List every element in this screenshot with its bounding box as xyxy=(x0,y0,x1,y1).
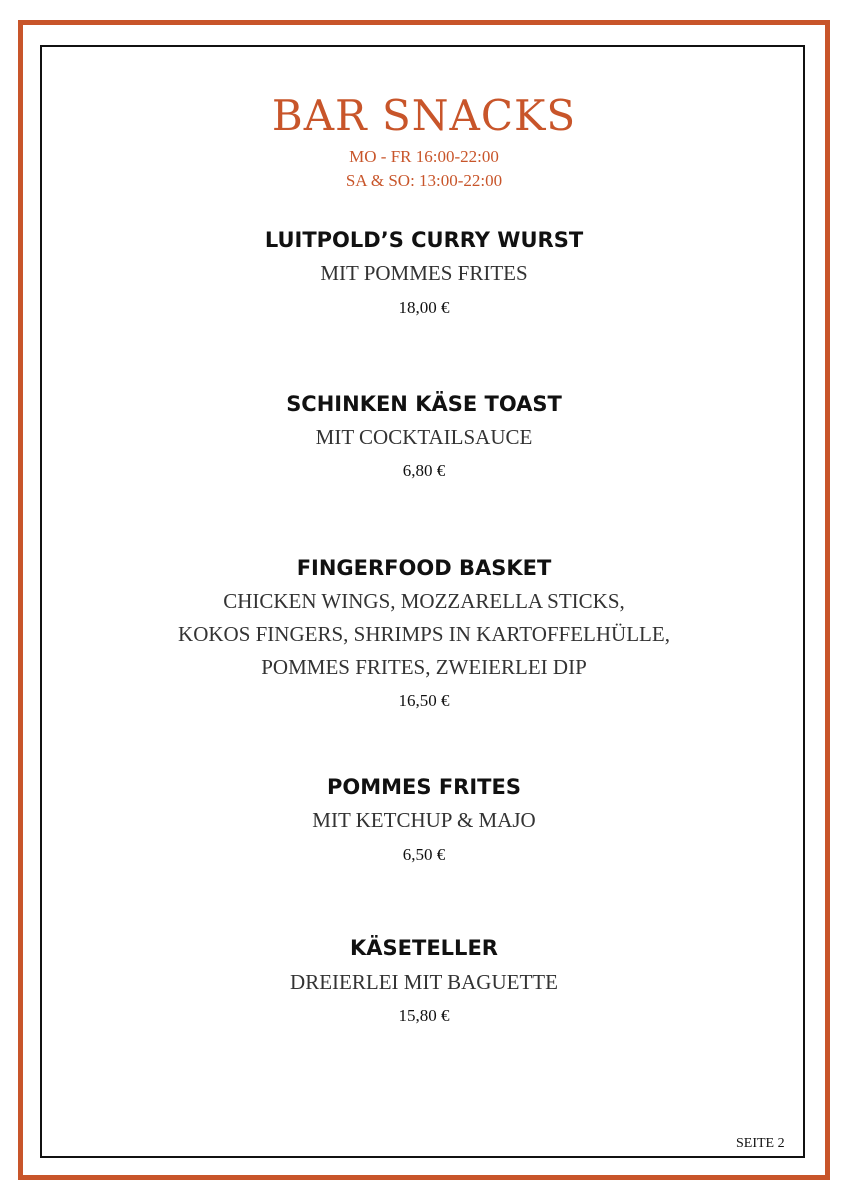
hours-weekdays: MO - FR 16:00-22:00 xyxy=(349,147,499,166)
menu-item-name: FINGERFOOD BASKET xyxy=(296,556,552,580)
menu-item-name: POMMES FRITES xyxy=(327,775,521,799)
menu-item-description: KOKOS FINGERS, SHRIMPS IN KARTOFFELHÜLLE, xyxy=(178,622,670,646)
page-number: SEITE 2 xyxy=(736,1136,785,1151)
menu-item-description: MIT COCKTAILSAUCE xyxy=(315,425,533,449)
hours-weekend: SA & SO: 13:00-22:00 xyxy=(345,171,503,190)
menu-item-description: MIT POMMES FRITES xyxy=(320,261,528,285)
menu-item-description: MIT KETCHUP & MAJO xyxy=(312,808,536,832)
menu-item-price: 6,50 € xyxy=(402,845,446,864)
menu-item-description: POMMES FRITES, ZWEIERLEI DIP xyxy=(261,655,587,679)
menu-item-price: 18,00 € xyxy=(398,298,450,317)
menu-item-price: 16,50 € xyxy=(398,691,450,710)
menu-item-price: 6,80 € xyxy=(402,461,446,480)
menu-item-name: SCHINKEN KÄSE TOAST xyxy=(286,392,562,416)
menu-item-name: LUITPOLD’S CURRY WURST xyxy=(264,228,584,252)
menu-item-description: CHICKEN WINGS, MOZZARELLA STICKS, xyxy=(223,589,625,613)
menu-item-description: DREIERLEI MIT BAGUETTE xyxy=(290,970,558,994)
menu-item-price: 15,80 € xyxy=(398,1006,450,1025)
menu-title: BAR SNACKS xyxy=(271,91,577,140)
menu-item-name: KÄSETELLER xyxy=(350,936,498,960)
